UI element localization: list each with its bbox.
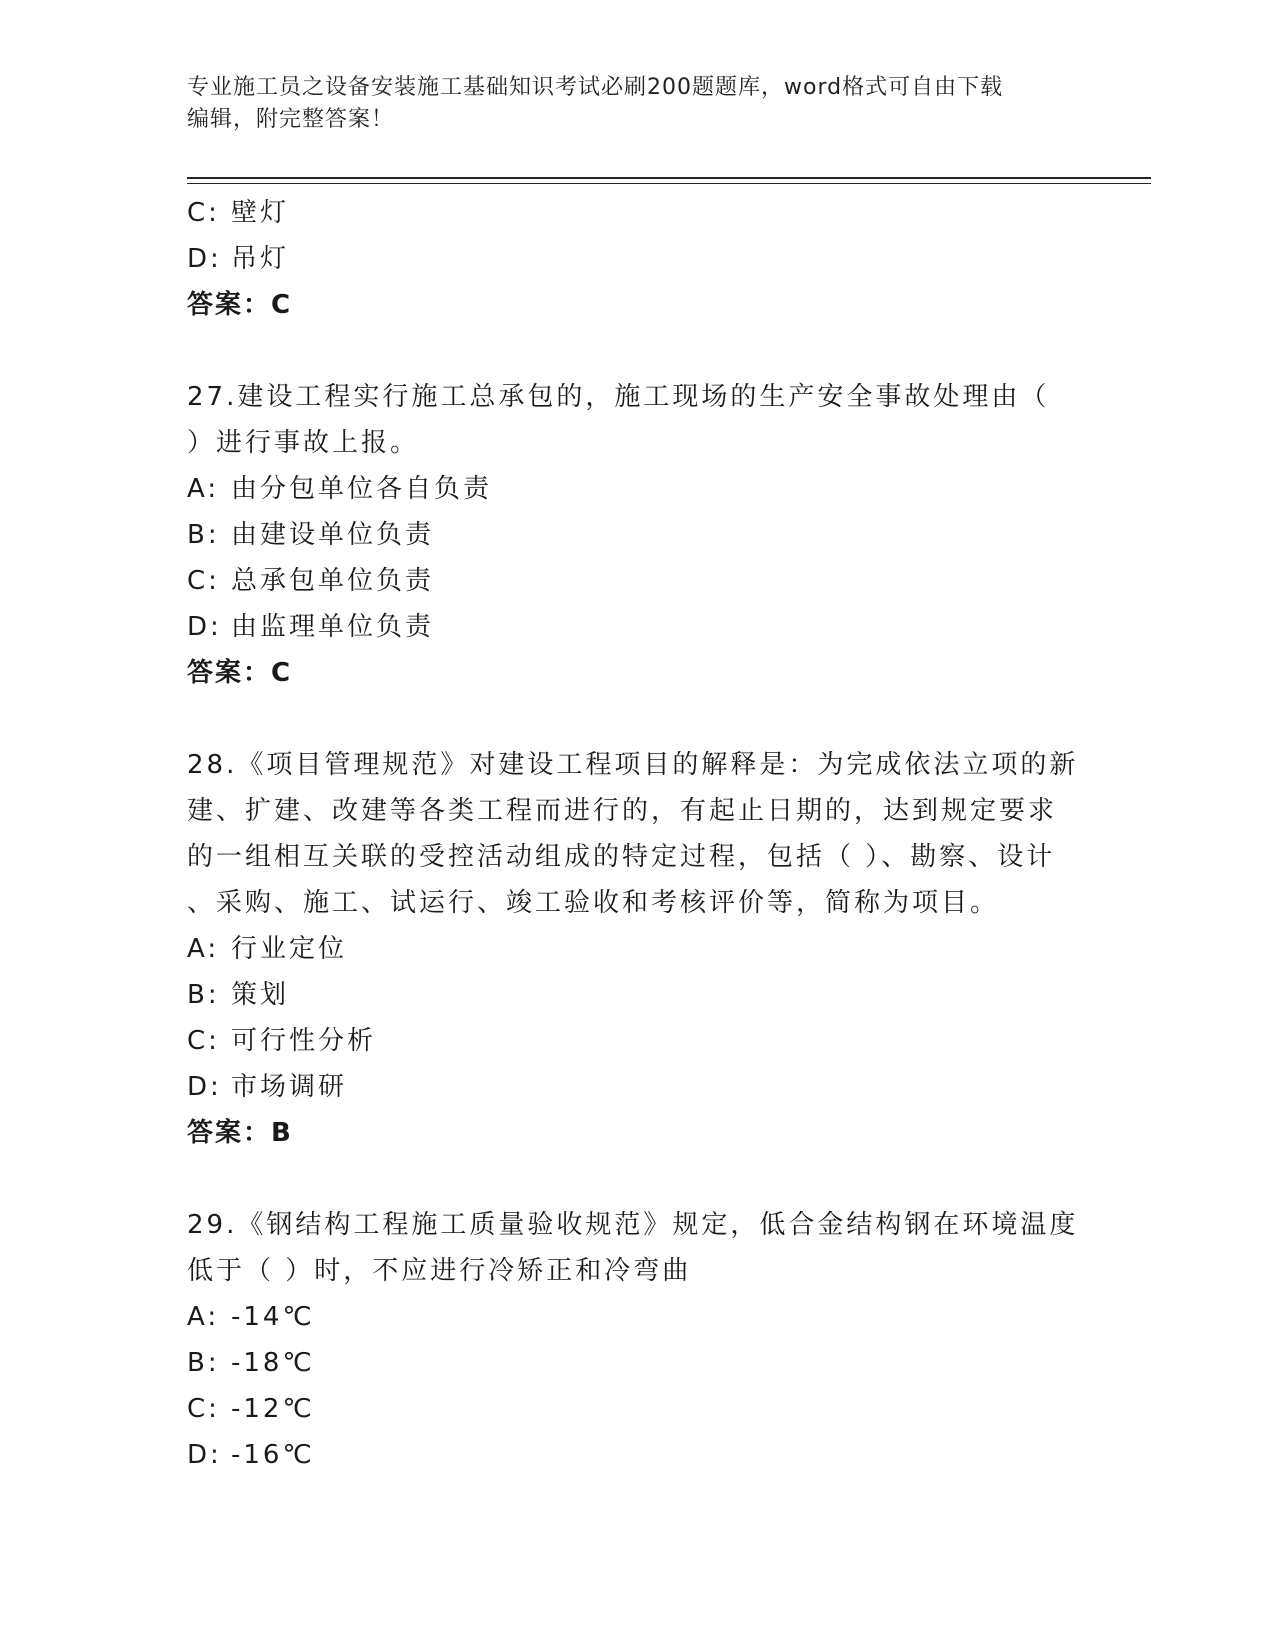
document-body <box>187 190 1087 1478</box>
question-text <box>187 374 1087 466</box>
option-b <box>187 972 1087 1018</box>
option-a <box>187 1294 1087 1340</box>
option-label: C: <box>187 1394 220 1424</box>
option-text: 由监理单位负责 <box>231 612 435 642</box>
option-label: D: <box>187 612 222 642</box>
answer-line: 答案：B <box>187 1118 293 1148</box>
option-a <box>187 926 1087 972</box>
question-27 <box>187 374 1087 696</box>
option-text: 总承包单位负责 <box>231 566 435 596</box>
option-c <box>187 190 1087 236</box>
option-c <box>187 1018 1087 1064</box>
option-label: D: <box>187 1440 222 1470</box>
option-text: -16℃ <box>231 1440 315 1470</box>
spacer <box>187 328 1087 374</box>
option-text: -18℃ <box>231 1348 315 1378</box>
question-line: 29.《钢结构工程施工质量验收规范》规定，低合金结构钢在环境温度 <box>187 1210 1079 1240</box>
question-line: 28.《项目管理规范》对建设工程项目的解释是：为完成依法立项的新 <box>187 750 1079 780</box>
answer-line: 答案：C <box>187 290 293 320</box>
question-28 <box>187 742 1087 1156</box>
question-line: 的一组相互关联的受控活动组成的特定过程，包括（ ）、勘察、设计 <box>187 842 1056 872</box>
option-d <box>187 1064 1087 1110</box>
header-divider-thick <box>187 177 1151 179</box>
option-text: 可行性分析 <box>231 1026 377 1056</box>
option-text: 壁灯 <box>231 198 290 228</box>
option-text: 由建设单位负责 <box>231 520 435 550</box>
option-a <box>187 466 1087 512</box>
option-text: -12℃ <box>231 1394 315 1424</box>
option-b <box>187 1340 1087 1386</box>
answer-line: 答案：C <box>187 658 293 688</box>
option-label: B: <box>187 1348 220 1378</box>
header-title-line-1: 专业施工员之设备安装施工基础知识考试必刷200题题库，word格式可自由下载 <box>187 75 1004 100</box>
question-text <box>187 1202 1087 1294</box>
question-line: 低于（ ）时，不应进行冷矫正和冷弯曲 <box>187 1256 692 1286</box>
option-label: B: <box>187 520 220 550</box>
option-d <box>187 604 1087 650</box>
option-label: A: <box>187 474 220 504</box>
option-b <box>187 512 1087 558</box>
question-line: 27.建设工程实行施工总承包的，施工现场的生产安全事故处理由（ <box>187 382 1050 412</box>
option-label: C: <box>187 198 220 228</box>
option-d <box>187 1432 1087 1478</box>
option-c <box>187 558 1087 604</box>
option-text: 市场调研 <box>231 1072 348 1102</box>
option-label: C: <box>187 566 220 596</box>
prev-question-block <box>187 190 1087 328</box>
option-c <box>187 1386 1087 1432</box>
option-label: C: <box>187 1026 220 1056</box>
question-line: 建、扩建、改建等各类工程而进行的，有起止日期的，达到规定要求 <box>187 796 1058 826</box>
option-d <box>187 236 1087 282</box>
spacer <box>187 1156 1087 1202</box>
option-label: D: <box>187 244 222 274</box>
header-title-line-2: 编辑，附完整答案！ <box>187 107 395 132</box>
question-29 <box>187 1202 1087 1478</box>
question-text <box>187 742 1087 926</box>
option-text: 行业定位 <box>231 934 348 964</box>
document-header <box>187 72 1087 136</box>
header-divider-thin <box>187 183 1151 184</box>
option-text: 策划 <box>231 980 290 1010</box>
question-line: ）进行事故上报。 <box>187 428 420 458</box>
option-text: 吊灯 <box>231 244 290 274</box>
option-text: -14℃ <box>231 1302 315 1332</box>
option-label: A: <box>187 1302 220 1332</box>
option-label: A: <box>187 934 220 964</box>
spacer <box>187 696 1087 742</box>
question-line: 、采购、施工、试运行、竣工验收和考核评价等，简称为项目。 <box>187 888 1000 918</box>
option-label: D: <box>187 1072 222 1102</box>
option-label: B: <box>187 980 220 1010</box>
option-text: 由分包单位各自负责 <box>231 474 493 504</box>
